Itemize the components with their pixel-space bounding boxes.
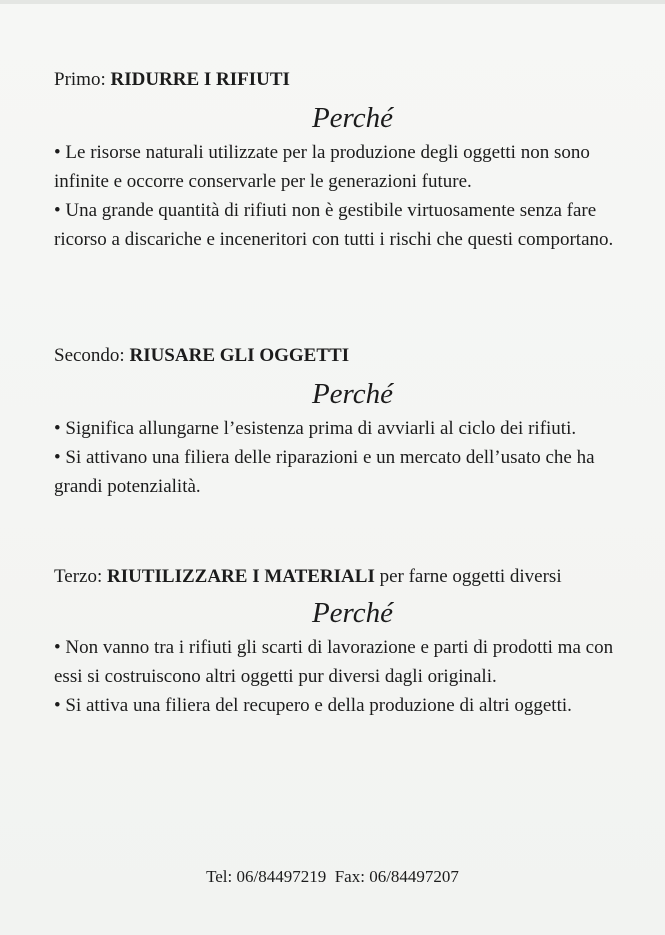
section-ordinal: Primo:: [54, 69, 106, 90]
section-why-heading: Perché: [311, 597, 394, 629]
section-ridurre: [54, 66, 629, 254]
section-title: RIUTILIZZARE I MATERIALI: [107, 566, 375, 587]
section-heading: [54, 66, 629, 94]
section-title-suffix: per farne oggetti diversi: [379, 566, 562, 587]
footer-contacts: Tel: 06/84497219 Fax: 06/84497207: [206, 867, 459, 886]
section-point: • Non vanno tra i rifiuti gli scarti di lavorazione e parti di prodotti ma con essi si costruiscono altri oggetti pur diversi dagli originali.: [54, 637, 614, 687]
section-riusare: [54, 342, 629, 501]
section-point: • Una grande quantità di rifiuti non è gestibile virtuosamente senza fare ricorso a discariche e inceneritori con tutti i rischi che questi comportano.: [54, 200, 614, 250]
page-top-edge: [0, 0, 665, 4]
section-point: • Si attiva una filiera del recupero e della produzione di altri oggetti.: [54, 695, 572, 716]
section-why-heading: Perché: [311, 378, 394, 410]
section-heading: [54, 342, 629, 370]
section-ordinal: Secondo:: [54, 345, 125, 366]
section-title: RIUSARE GLI OGGETTI: [129, 345, 350, 366]
section-riutilizzare: [54, 563, 629, 720]
section-point: • Significa allungarne l’esistenza prima di avviarli al ciclo dei rifiuti.: [54, 418, 577, 439]
section-point: • Le risorse naturali utilizzate per la produzione degli oggetti non sono infinite e occorre conservarle per le generazioni future.: [54, 142, 590, 192]
section-why-heading: Perché: [311, 102, 394, 134]
section-title: RIDURRE I RIFIUTI: [110, 69, 290, 90]
section-heading: [54, 563, 629, 591]
section-ordinal: Terzo:: [54, 566, 103, 587]
section-point: • Si attivano una filiera delle riparazioni e un mercato dell’usato che ha grandi potenzialità.: [54, 447, 595, 497]
